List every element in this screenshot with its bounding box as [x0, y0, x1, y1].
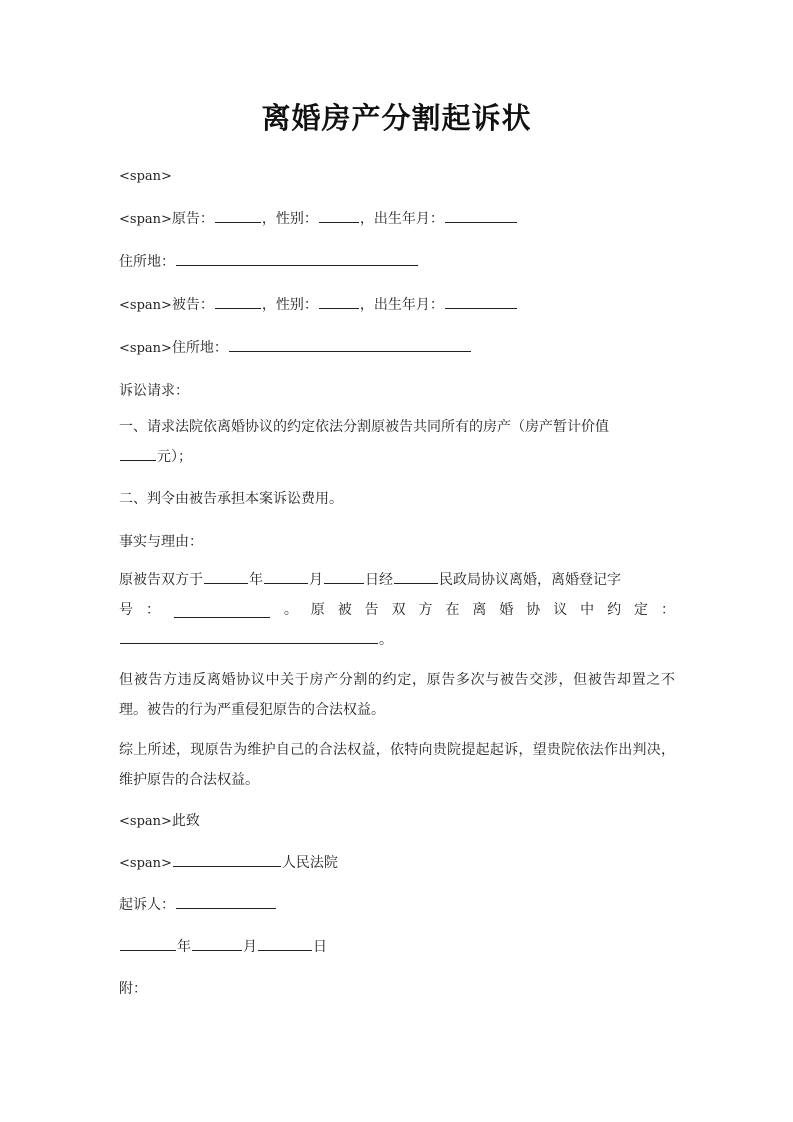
- plaintiff-sign-line: [119, 890, 277, 920]
- sign-month-blank[interactable]: [192, 936, 242, 951]
- day-label: 日经: [365, 572, 393, 588]
- claim-1: [119, 412, 675, 472]
- span-tag: <span>: [119, 814, 172, 829]
- facts-p1-line1: [119, 565, 675, 595]
- char: 中: [580, 602, 595, 618]
- defendant-birth-label: ，出生年月：: [359, 297, 444, 313]
- attachment-label: 附：: [119, 981, 147, 997]
- court-name-blank[interactable]: [173, 852, 281, 867]
- defendant-birth-blank[interactable]: [445, 294, 517, 309]
- char: 在: [445, 602, 460, 618]
- plaintiff-address-label: 住所地：: [119, 254, 175, 270]
- plaintiff-gender-blank[interactable]: [319, 208, 359, 223]
- facts-p1-line2: [119, 595, 675, 625]
- char: 号: [119, 602, 133, 618]
- span-tag: <span>: [119, 856, 172, 871]
- date-month-label: 月: [243, 939, 257, 955]
- defendant-name-blank[interactable]: [215, 294, 261, 309]
- facts-paragraph-2: 但被告方违反离婚协议中关于房产分割的约定，原告多次与被告交涉，但被告却置之不理。被告的行为严重侵犯原告的合法权益。: [119, 672, 675, 718]
- plaintiff-address-line: [119, 247, 419, 277]
- char: 告: [364, 602, 379, 618]
- document-title: 离婚房产分割起诉状: [261, 101, 532, 135]
- span-tag: <span>: [119, 298, 172, 313]
- registration-number-blank[interactable]: [174, 603, 270, 618]
- sign-year-blank[interactable]: [120, 936, 176, 951]
- char: 约: [607, 602, 622, 618]
- facts-p1-part-b: 民政局协议离婚，离婚登记字: [439, 572, 621, 588]
- defendant-address-label: 住所地：: [171, 340, 228, 356]
- date-day-label: 日: [313, 939, 327, 955]
- divorce-month-blank[interactable]: [264, 569, 308, 584]
- plaintiff-gender-label: ，性别：: [261, 211, 318, 227]
- year-label: 年: [249, 572, 263, 588]
- closing-line: [119, 806, 200, 837]
- claim-1-text: 一、请求法院依离婚协议的约定依法分割原被告共同所有的房产（房产暂计价值: [119, 419, 609, 435]
- char: 婚: [499, 602, 514, 618]
- char: ：: [145, 602, 160, 618]
- facts-p1-line3: [119, 625, 675, 655]
- char: 原: [310, 602, 325, 618]
- plaintiff-birth-blank[interactable]: [445, 208, 517, 223]
- plaintiff-line: [119, 204, 518, 235]
- claims-heading: 诉讼请求：: [119, 383, 189, 399]
- defendant-line: [119, 290, 518, 321]
- defendant-gender-blank[interactable]: [319, 294, 359, 309]
- divorce-day-blank[interactable]: [324, 569, 364, 584]
- property-value-blank[interactable]: [120, 446, 156, 461]
- agreement-terms-blank[interactable]: [120, 629, 378, 644]
- claim-2: 二、判令由被告承担本案诉讼费用。: [119, 491, 343, 507]
- facts-p1-part-a: 原被告双方于: [119, 572, 203, 588]
- plaintiff-birth-label: ，出生年月：: [359, 211, 444, 227]
- defendant-address-blank[interactable]: [229, 337, 471, 352]
- facts-paragraph-3: 综上所述，现原告为维护自己的合法权益，依特向贵院提起起诉，望贵院依法作出判决，维护原告的合法权益。: [119, 742, 675, 788]
- span-tag-line: [119, 161, 172, 192]
- span-tag: <span>: [119, 341, 172, 356]
- plaintiff-signature-blank[interactable]: [176, 894, 276, 909]
- date-year-label: 年: [177, 939, 191, 955]
- char: 双: [391, 602, 406, 618]
- char: 离: [472, 602, 487, 618]
- court-suffix: 人民法院: [281, 855, 338, 871]
- date-line: [119, 932, 327, 962]
- facts-paragraph-1: [119, 565, 675, 655]
- char: 协: [526, 602, 541, 618]
- divorce-year-blank[interactable]: [204, 569, 248, 584]
- span-tag: <span>: [119, 169, 172, 184]
- plaintiff-sign-label: 起诉人：: [119, 897, 175, 913]
- court-line: [119, 848, 338, 879]
- char: 方: [418, 602, 433, 618]
- closing-text: 此致: [171, 813, 200, 829]
- claim-1-tail: 元）；: [157, 449, 192, 465]
- defendant-address-line: [119, 333, 472, 364]
- plaintiff-name-blank[interactable]: [215, 208, 261, 223]
- plaintiff-label: 原告：: [171, 211, 214, 227]
- sign-day-blank[interactable]: [258, 936, 312, 951]
- char: 。: [283, 602, 298, 618]
- char: 定: [634, 602, 648, 618]
- facts-p1-line3-tail: 。: [379, 632, 393, 648]
- civil-affairs-bureau-blank[interactable]: [394, 569, 438, 584]
- facts-heading: 事实与理由：: [119, 534, 203, 550]
- defendant-gender-label: ，性别：: [261, 297, 318, 313]
- char: ：: [660, 602, 675, 618]
- span-tag: <span>: [119, 212, 172, 227]
- defendant-label: 被告：: [171, 297, 214, 313]
- month-label: 月: [309, 572, 323, 588]
- plaintiff-address-blank[interactable]: [176, 251, 418, 266]
- char: 议: [553, 602, 568, 618]
- char: 被: [337, 602, 352, 618]
